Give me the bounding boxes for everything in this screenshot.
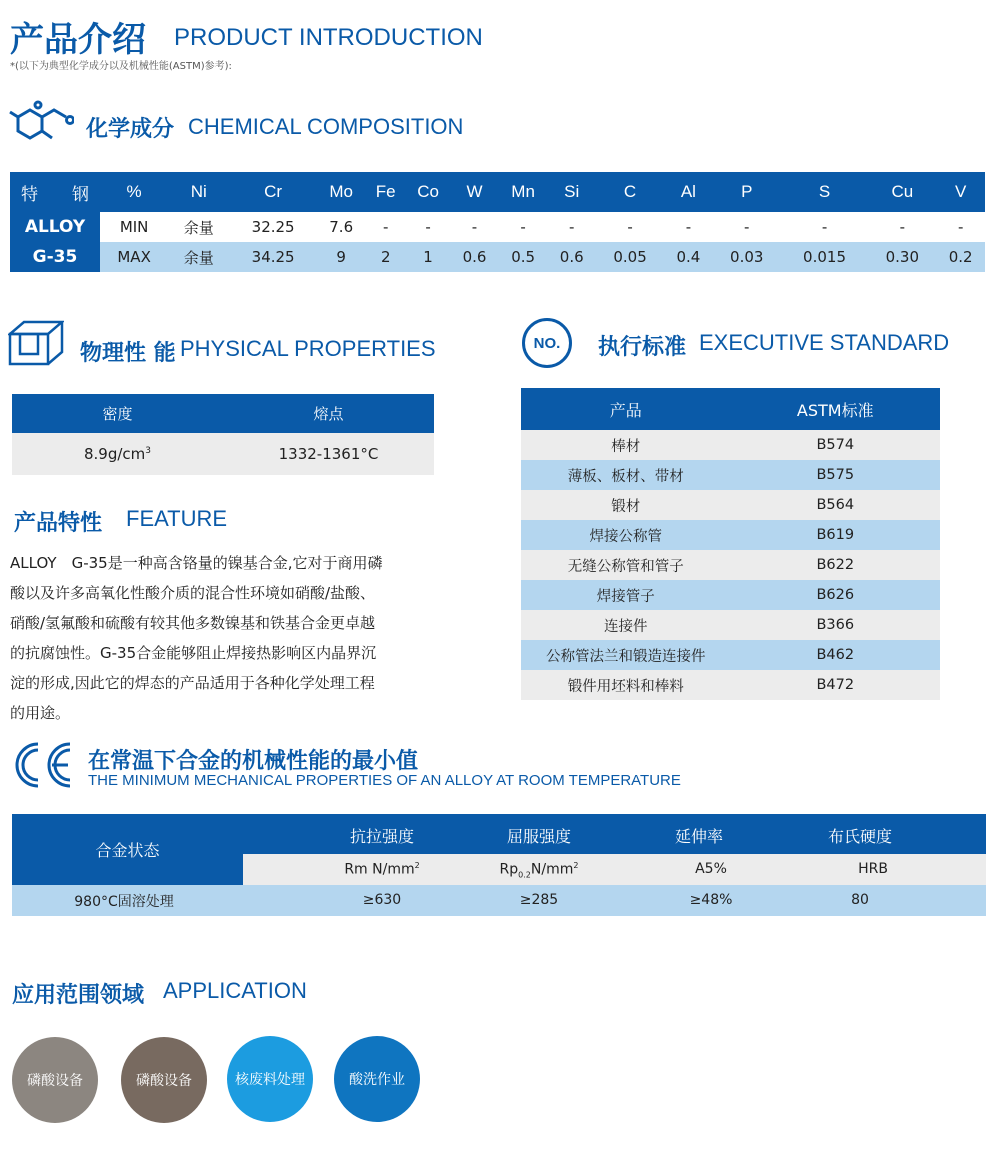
physical-table xyxy=(12,394,434,475)
profile-icon xyxy=(8,320,64,366)
chemical-header-cell: Fe xyxy=(366,172,406,212)
standard-astm-cell: B366 xyxy=(731,610,941,640)
standard-row xyxy=(521,490,940,520)
application-item-phosphoric-2 xyxy=(121,1037,207,1123)
chemical-table xyxy=(10,172,985,272)
chemical-header-cell: S xyxy=(781,172,869,212)
alloy-name-top: ALLOY xyxy=(10,212,100,242)
chemical-header-cell: Cr xyxy=(229,172,317,212)
mech-unit-rm-sup: 2 xyxy=(414,861,420,870)
mech-unit-rp-sup: 2 xyxy=(573,861,579,870)
standard-product-cell: 连接件 xyxy=(521,610,731,640)
feature-line: 酸以及许多高氧化性酸介质的混合性环境如硝酸/盐酸、 xyxy=(10,584,376,602)
mech-value-tensile: ≥630 xyxy=(362,892,402,908)
chemical-value-cell: 32.25 xyxy=(229,212,317,242)
chemical-value-cell: 2 xyxy=(366,242,406,272)
standard-row xyxy=(521,430,940,460)
chemical-header-cell: 特 钢 xyxy=(10,172,100,212)
physical-title-cn: 物理性 能 xyxy=(80,341,176,366)
chemical-header-cell: V xyxy=(936,172,985,212)
standard-product-cell: 无缝公称管和管子 xyxy=(521,550,731,580)
chemical-max-row xyxy=(10,242,985,272)
standard-table xyxy=(521,388,940,700)
chemical-value-cell: 0.6 xyxy=(547,242,596,272)
chemical-header-cell: C xyxy=(596,172,664,212)
ce-mark-icon xyxy=(10,740,74,790)
chemical-header-cell: Ni xyxy=(168,172,229,212)
standard-astm-cell: B472 xyxy=(731,670,941,700)
standard-title-cn: 执行标准 xyxy=(598,335,687,360)
application-title-en: APPLICATION xyxy=(163,978,307,1003)
chemical-value-cell: - xyxy=(406,212,450,242)
feature-text xyxy=(10,548,450,728)
page-title-cn: 产品介绍 xyxy=(10,20,146,60)
chemical-value-cell: 1 xyxy=(406,242,450,272)
feature-line: 硝酸/氢氟酸和硫酸有较其他多数镍基和铁基合金更卓越 xyxy=(10,614,376,632)
mech-state-label: 合金状态 xyxy=(95,841,160,860)
standard-title-en: EXECUTIVE STANDARD xyxy=(699,330,950,355)
chemical-value-cell: - xyxy=(713,212,781,242)
standard-row xyxy=(521,610,940,640)
page-title-en: PRODUCT INTRODUCTION xyxy=(174,24,483,51)
application-title-cn: 应用范围领域 xyxy=(12,983,145,1008)
chemical-title-cn: 化学成分 xyxy=(86,117,175,142)
mech-header-tensile: 抗拉强度 xyxy=(349,827,414,846)
mech-header-elongation: 延伸率 xyxy=(674,827,723,846)
chemical-value-cell: 余量 xyxy=(168,242,229,272)
chemical-header-cell: Co xyxy=(406,172,450,212)
mech-unit-rp xyxy=(459,861,619,879)
mechanical-table xyxy=(12,814,986,916)
density-number: 8.9g/cm xyxy=(83,445,146,463)
mech-unit-rm xyxy=(302,861,462,878)
molecule-icon xyxy=(8,100,74,148)
application-item-label: 磷酸设备 xyxy=(136,1073,192,1089)
standard-row xyxy=(521,550,940,580)
density-value xyxy=(12,433,223,475)
chemical-value-cell: 0.6 xyxy=(450,242,499,272)
mech-state-cell xyxy=(12,814,243,885)
feature-line: ALLOY G-35是一种高含铬量的镍基合金,它对于商用磷 xyxy=(10,554,383,572)
chemical-value-cell: - xyxy=(781,212,869,242)
chemical-value-cell: - xyxy=(450,212,499,242)
standard-astm-cell: B564 xyxy=(731,490,941,520)
chemical-value-cell: 9 xyxy=(317,242,366,272)
chemical-value-cell: 0.015 xyxy=(781,242,869,272)
reference-note: *(以下为典型化学成分以及机械性能(ASTM)参考): xyxy=(10,61,232,72)
mech-header-hardness: 布氏硬度 xyxy=(827,827,892,846)
standard-astm-cell: B462 xyxy=(731,640,941,670)
physical-header-row xyxy=(12,394,434,433)
mech-value-yield: ≥285 xyxy=(519,892,559,908)
mech-value-elongation: ≥48% xyxy=(689,892,733,908)
mech-unit-rp-b: N/mm xyxy=(530,861,574,878)
feature-line: 的抗腐蚀性。G-35合金能够阻止焊接热影响区内晶界沉 xyxy=(10,644,377,662)
standard-astm-cell: B575 xyxy=(731,460,941,490)
chemical-header-cell: P xyxy=(713,172,781,212)
chemical-header-row xyxy=(10,172,985,212)
chemical-value-cell: 7.6 xyxy=(317,212,366,242)
standard-product-cell: 公称管法兰和锻造连接件 xyxy=(521,640,731,670)
alloy-name-bottom: G-35 xyxy=(10,242,100,272)
application-item-label: 酸洗作业 xyxy=(349,1072,405,1088)
chemical-value-cell: 34.25 xyxy=(229,242,317,272)
standard-product-cell: 薄板、板材、带材 xyxy=(521,460,731,490)
chemical-value-cell: 0.4 xyxy=(664,242,713,272)
standard-astm-cell: B574 xyxy=(731,430,941,460)
chemical-value-cell: MIN xyxy=(100,212,168,242)
chemical-header-cell: Cu xyxy=(868,172,936,212)
standard-product-cell: 锻件用坯料和棒料 xyxy=(521,670,731,700)
application-item-nuclear-waste xyxy=(227,1036,313,1122)
chemical-value-cell: 0.03 xyxy=(713,242,781,272)
feature-title-cn: 产品特性 xyxy=(14,511,103,536)
no-icon-text: NO. xyxy=(533,334,561,352)
chemical-value-cell: 0.5 xyxy=(499,242,548,272)
mechanical-title-en: THE MINIMUM MECHANICAL PROPERTIES OF AN ALLOY AT ROOM TEMPERATURE xyxy=(88,772,681,789)
physical-value-row xyxy=(12,433,434,475)
application-item-phosphoric-1 xyxy=(12,1037,98,1123)
chemical-value-cell: - xyxy=(499,212,548,242)
feature-line: 淀的形成,因此它的焊态的产品适用于各种化学处理工程 xyxy=(10,674,375,692)
chemical-header-cell: Al xyxy=(664,172,713,212)
melting-value: 1332-1361°C xyxy=(223,433,434,475)
standard-product-cell: 焊接公称管 xyxy=(521,520,731,550)
no-icon xyxy=(522,318,572,368)
standard-product-cell: 焊接管子 xyxy=(521,580,731,610)
mech-unit-rp-sub: 0.2 xyxy=(518,870,531,880)
chemical-header-cell: Si xyxy=(547,172,596,212)
application-item-label: 磷酸设备 xyxy=(27,1073,83,1089)
density-sup: 3 xyxy=(145,446,152,456)
standard-astm-cell: B622 xyxy=(731,550,941,580)
standard-astm-cell: B619 xyxy=(731,520,941,550)
mech-unit-rp-a: Rp xyxy=(499,861,519,878)
mech-unit-hrb: HRB xyxy=(858,861,888,877)
chemical-header-cell: Mn xyxy=(499,172,548,212)
chemical-value-cell: 0.2 xyxy=(936,242,985,272)
chemical-value-cell: 0.30 xyxy=(868,242,936,272)
standard-row xyxy=(521,580,940,610)
standard-astm-cell: B626 xyxy=(731,580,941,610)
standard-product-cell: 棒材 xyxy=(521,430,731,460)
mech-unit-a5: A5% xyxy=(695,861,727,877)
chemical-value-cell: - xyxy=(596,212,664,242)
chemical-value-cell: - xyxy=(936,212,985,242)
standard-row xyxy=(521,460,940,490)
mechanical-title-cn: 在常温下合金的机械性能的最小值 xyxy=(88,749,419,774)
chemical-value-cell: - xyxy=(664,212,713,242)
standard-header-product: 产品 xyxy=(521,388,731,430)
chemical-header-cell: Mo xyxy=(317,172,366,212)
chemical-min-row xyxy=(10,212,985,242)
physical-header-density: 密度 xyxy=(12,394,223,433)
chemical-title-en: CHEMICAL COMPOSITION xyxy=(188,114,464,139)
mech-header-yield: 屈服强度 xyxy=(506,827,571,846)
physical-title-en: PHYSICAL PROPERTIES xyxy=(180,336,436,361)
feature-line: 的用途。 xyxy=(10,704,71,722)
mech-value-hardness: 80 xyxy=(851,892,869,908)
chemical-header-cell: W xyxy=(450,172,499,212)
chemical-value-cell: - xyxy=(366,212,406,242)
chemical-value-cell: - xyxy=(547,212,596,242)
chemical-value-cell: 余量 xyxy=(168,212,229,242)
chemical-value-cell: MAX xyxy=(100,242,168,272)
chemical-header-cell: % xyxy=(100,172,168,212)
mech-unit-rm-text: Rm N/mm xyxy=(344,861,415,878)
application-item-pickling xyxy=(334,1036,420,1122)
standard-header-row xyxy=(521,388,940,430)
application-item-label: 核废料处理 xyxy=(235,1072,305,1088)
physical-header-melting: 熔点 xyxy=(223,394,434,433)
standard-header-astm: ASTM标准 xyxy=(731,388,941,430)
standard-row xyxy=(521,640,940,670)
chemical-value-cell: - xyxy=(868,212,936,242)
standard-row xyxy=(521,670,940,700)
standard-product-cell: 锻材 xyxy=(521,490,731,520)
chemical-value-cell: 0.05 xyxy=(596,242,664,272)
mech-value-state: 980°C固溶处理 xyxy=(74,894,174,910)
feature-title-en: FEATURE xyxy=(126,506,228,531)
standard-row xyxy=(521,520,940,550)
